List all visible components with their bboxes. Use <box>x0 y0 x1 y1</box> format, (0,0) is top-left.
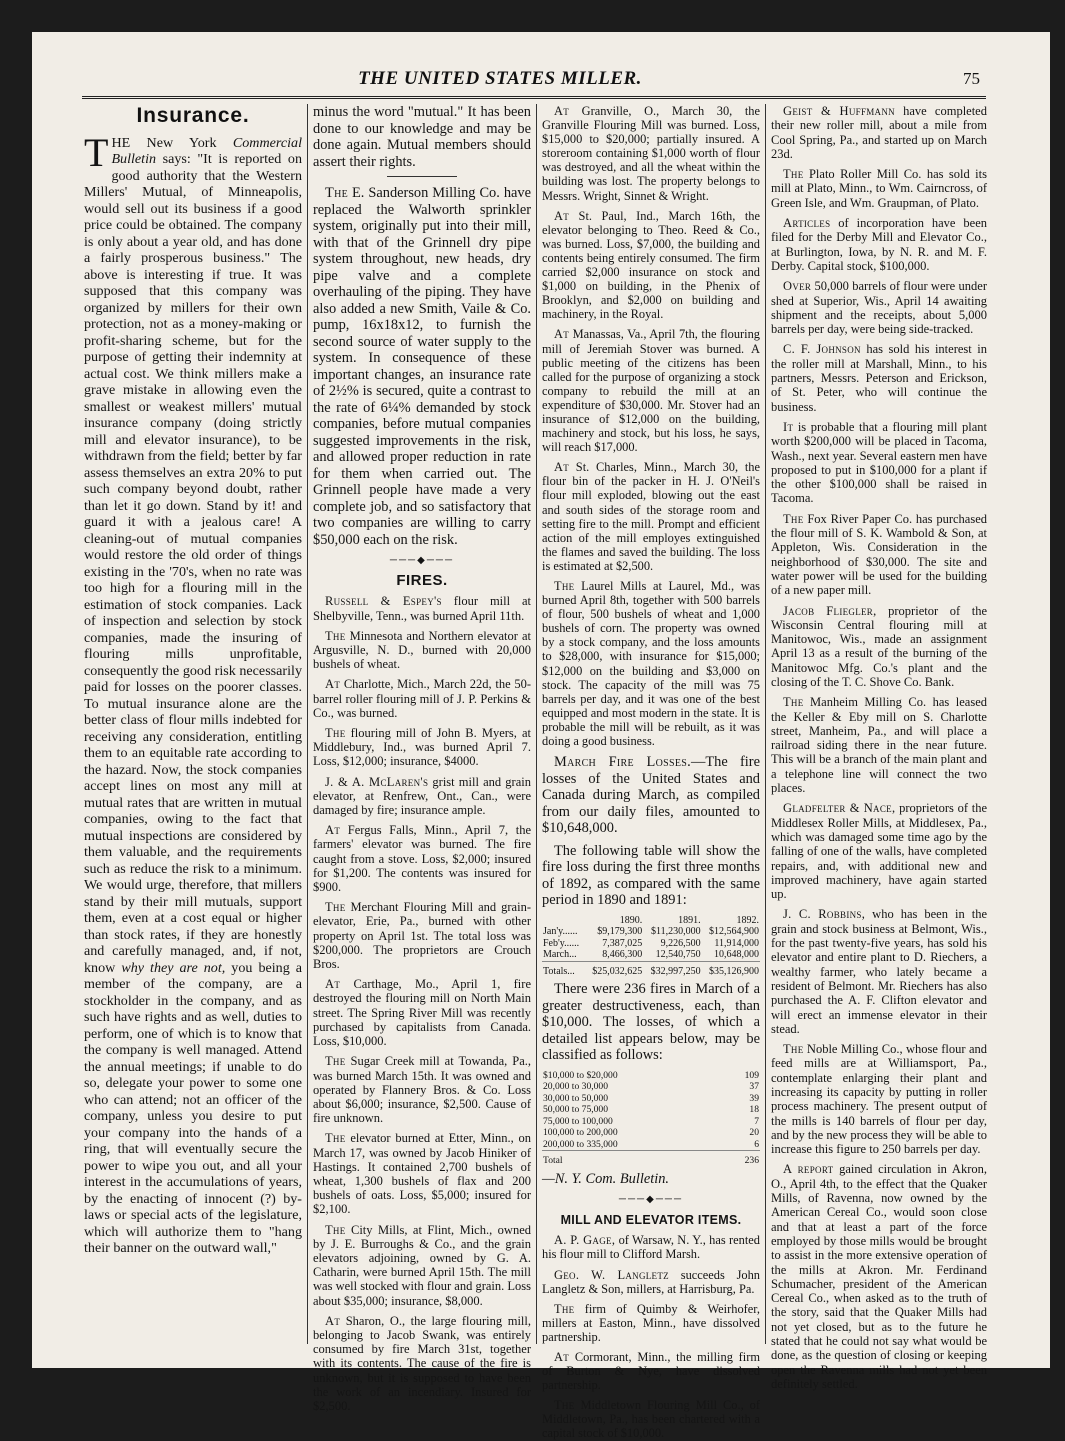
item-text: Cormorant, Minn., the milling firm of Burton & Nye, have dissolved partnership. <box>542 1349 760 1393</box>
news-item <box>771 1042 987 1156</box>
column-fires <box>313 104 532 1413</box>
ornament-rule: ───◆─── <box>389 555 455 566</box>
item-text: St. Paul, Ind., March 16th, the elevator belonging to Theo. Reed & Co., was burned. Loss, $7,000, the building and contents being entirely consumed. The firm carried $2,000 insurance on stock and $1,000 on building, in the Phenix of Brooklyn, and $2,000 on building and machinery, in the Royal. <box>542 208 760 322</box>
column-divider-1 <box>307 104 308 1344</box>
news-item <box>542 327 760 454</box>
news-item <box>542 1233 760 1261</box>
news-item <box>313 677 531 720</box>
item-lead: Geist & Huffmann <box>783 104 895 118</box>
news-item <box>313 1054 531 1125</box>
item-lead: Gladfelter & Nace, <box>783 801 896 816</box>
news-item <box>313 823 531 894</box>
sanderson-paragraph: The E. Sanderson Milling Co. have replaced the Walworth sprinkler system, originally put into their mill, with that of the Grinnell dry pipe system throughout, new heads, dry pipe valve and a complete overhauling of the piping. They have also added a new Smith, Vaile & Co. pump, 16x18x12, to furnish the second source of water supply to the system. In consequence of these important changes, an insurance rate of 2½% is secured, quite a contrast to the rate of 6¼% demanded by stock companies, before mutual companies suggested improvements in the risk, and allowed proper reduction in rate for them when carried out. The Grinnell people have made a very complete job, and so satisfactory that two companies are willing to carry $50,000 each on the risk. <box>313 185 531 548</box>
fires-heading: FIRES. <box>396 572 448 590</box>
item-text: has sold his interest in the roller mill at Marshall, Minn., to his partners, Messrs. Peterson and Erickson, of St. Peter, who will continue the business. <box>771 342 987 414</box>
news-item <box>771 801 987 901</box>
item-lead: C. F. Johnson <box>783 342 861 357</box>
table-row: 30,000 to 50,000 39 <box>543 1092 759 1104</box>
news-item <box>771 279 987 336</box>
fire-classification-table <box>542 1070 760 1167</box>
item-lead: A. P. Gage, <box>554 1233 616 1248</box>
news-item <box>771 104 987 161</box>
news-item <box>542 1302 760 1344</box>
item-lead: The <box>325 900 346 915</box>
drop-cap: T <box>84 129 109 175</box>
news-item <box>771 216 987 273</box>
fire-loss-table <box>542 915 760 978</box>
item-text: proprietors of the Middlesex Roller Mills, at Middlesex, Pa., which was damaged some time ago by the falling of one of the walls, have completed repairs, and, with additional new and improved machinery, have again started up. <box>771 801 987 902</box>
short-rule <box>387 176 457 177</box>
item-text: Carthage, Mo., April 1, fire destroyed the flouring mill on North Main street. The Spring River Mill was recently purchased by capitalists from Canada. Loss, $10,000. <box>313 977 531 1049</box>
news-item <box>313 977 531 1048</box>
item-text: Middletown Flouring Mill Co., of Middletown, Pa., has been chartered with a capital stock of $10,000. <box>542 1398 760 1441</box>
item-lead: At <box>325 823 341 838</box>
march-losses-paragraph: March Fire Losses.—The fire losses of the United States and Canada during March, as compiled from our daily files, amounted to $10,648,000. <box>542 754 760 837</box>
item-lead: The <box>325 726 346 741</box>
table-row: $10,000 to $20,000 109 <box>543 1069 759 1081</box>
news-item <box>313 775 531 818</box>
publication-title: THE UNITED STATES MILLER. <box>358 68 642 89</box>
item-text: Fergus Falls, Minn., April 7, the farmers' elevator was burned. The fire caught from a stove. Loss, $2,000; insured for $1,200. The contents was insured for $900. <box>313 823 531 895</box>
item-lead: The <box>325 1131 346 1146</box>
item-text: Plato Roller Mill Co. has sold its mill at Plato, Minn., to Wm. Cairncross, of Green Isle, and Wm. Graupman, of Plato. <box>771 167 987 210</box>
column-fires-continued <box>542 104 761 1441</box>
item-text: is probable that a flouring mill plant worth $200,000 will be placed in Tacoma, Wash., next year. Several eastern men have proposed to put in $100,000 for a plant if the other $100,000 shall be raised in Tacoma. <box>771 419 987 506</box>
mill-items-list <box>542 1233 760 1440</box>
item-lead: J. & A. McLaren's <box>325 774 429 789</box>
news-item <box>542 209 760 322</box>
fires-list <box>313 594 531 1413</box>
column-divider-3 <box>765 104 766 1344</box>
item-lead: At <box>325 677 341 692</box>
table-row: Jan'y...... $9,179,300 $11,230,000 $12,564,900 <box>543 926 759 938</box>
fires-list-continued <box>542 104 760 748</box>
masthead <box>80 68 980 96</box>
table-header: 1890. <box>619 914 643 926</box>
news-item <box>542 460 760 573</box>
item-text: Minnesota and Northern elevator at Argusville, N. D., burned with 20,000 bushels of wheat. <box>313 628 531 672</box>
item-lead: J. C. Robbins, <box>783 907 866 922</box>
newspaper-page <box>32 32 1050 1441</box>
item-text: Sharon, O., the large flouring mill, belonging to Jacob Swank, was entirely consumed by fire March 31st, together with its contents. The cause of the fire is unknown, but it is supposed to have been the work of an incendiary. Insured for $2,500. <box>313 1313 531 1413</box>
table-row: 20,000 to 30,000 37 <box>543 1081 759 1093</box>
table-row: March... 8,466,300 12,540,750 10,648,000 <box>543 949 759 961</box>
item-text: succeeds John Langletz & Son, millers, at Harrisburg, Pa. <box>542 1267 761 1296</box>
source-name: Commercial Bulletin <box>111 134 302 167</box>
item-text: 50,000 barrels of flour were under shed at Superior, Wis., April 14 awaiting shipment and the receipts, about 5,000 barrels per day, were being side-tracked. <box>771 279 987 337</box>
item-lead: Russell & Espey's <box>325 594 442 609</box>
news-item <box>542 104 760 203</box>
table-header: 1891. <box>678 914 701 926</box>
item-lead: The <box>783 695 804 710</box>
item-lead: At <box>325 1313 341 1328</box>
item-text: proprietor of the Wisconsin Central flouring mill at Manitowoc, Wis., made an assignment April 13 as a result of the burning of the Manitowoc Mfg. Co.'s plant and the closing of the T. C. Shove Co. Bank. <box>771 603 988 689</box>
classification-rows <box>542 1070 760 1151</box>
comparison-intro: The following table will show the fire loss during the first three months of 1892, as compared with the same period in 1890 and 1891: <box>542 842 760 909</box>
table-header: 1892. <box>736 914 759 926</box>
item-lead: The <box>554 1301 575 1316</box>
table-row: Feb'y...... 7,387,025 9,226,500 11,914,000 <box>543 937 759 949</box>
table-header <box>542 915 585 927</box>
item-lead: At <box>554 460 570 475</box>
news-item <box>771 1162 987 1391</box>
item-text: flouring mill of John B. Myers, at Middlebury, Ind., was burned April 7. Loss, $12,000; insurance, $4000. <box>313 726 531 769</box>
news-item <box>313 900 531 971</box>
item-text: elevator burned at Etter, Minn., on March 17, was owned by Jacob Hiniker of Hastings. It contained 2,700 bushels of wheat, 1,300 bushels of flax and 200 bushels of oats. Loss, $5,000; insured for $2,100. <box>313 1131 531 1217</box>
news-item <box>771 420 987 506</box>
news-item <box>771 342 987 413</box>
news-item <box>771 907 987 1036</box>
item-lead: The <box>325 628 346 643</box>
item-lead: At <box>325 977 341 992</box>
item-text: Laurel Mills at Laurel, Md., was burned April 8th, together with 500 barrels of flour, 500 bushels of wheat and 1,000 bushels of corn. The property was owned by a stock company, and the loss amounts to $28,000, with insurance for $15,000; $12,000 on the building and $3,000 on stock. The capacity of the mill was 75 barrels per day, and it was one of the best equipped and most modern in the state. It is probable the mill will be rebuilt, as it was doing a good business. <box>542 579 760 749</box>
loss-rows <box>542 926 760 961</box>
item-lead: A report <box>783 1162 834 1177</box>
item-lead: The <box>783 167 804 182</box>
item-lead: The <box>554 579 575 593</box>
item-text: have completed their new roller mill, about a mile from Cool Spring, Pa., and started up on March 23d. <box>771 104 987 161</box>
table-row: 100,000 to 200,000 20 <box>543 1127 759 1139</box>
column-divider-2 <box>536 104 537 1344</box>
news-item <box>542 1350 760 1392</box>
table-row: 75,000 to 100,000 7 <box>543 1115 759 1127</box>
page-number: 75 <box>963 69 980 88</box>
news-item <box>313 1223 531 1308</box>
table-total-row: Totals... $25,032,625 $32,997,250 $35,126,900 <box>542 961 760 977</box>
news-item <box>771 695 987 795</box>
emphasis-text: why they are not, <box>121 959 226 976</box>
insurance-article: THE New York Commercial Bulletin says: "It is reported on good authority that the Western Millers' Mutual, of Minneapolis, would sell out its business if a good price could be obtained. The company is only about a year old, and has done a fairly prosperous business." The above is interesting if true. It was supposed that this company was organized by millers for their own protection, not as a money-making or profit-sharing scheme, but for the purpose of getting their indemnity at actual cost. We think millers make a grave mistake in allowing even the smallest or weakest millers' mutual insurance company (doing strictly mill and elevator insurance), to be withdrawn from the field; better by far assess themselves an extra 20% to put such company beyond doubt, rather than let it go down. Stand by it! and guard it with a jealous care! A cleaning-out of mutual companies would restore the old order of things existing in the '70's, when no rate was too high for a flouring mill in the estimation of stock companies. Lack of inspection and selection by stock companies, made the insuring of flouring mills unprofitable, consequently the good risk necessarily paid for losses on the poorer classes. To mutual insurance alone are the better class of flour mills indebted for receiving any consideration, entitling them to an equitable rate according to the hazard. Now, the stock companies accept lines on most any mill at mutual rates that are written in mutual companies, owing to the fact that mutual inspections are considered by them valuable, and the requirements such as reduce the risk to a minimum. We would urge, therefore, that millers stand by their mill mutuals, support them, even at a cost equal or higher than stock rates, if they are honestly and carefully managed, and, if not, know why they are not, you being a member of the company, are a stockholder in the company, and as such have rights and as well, duties to perform, one of which is to know that the company is well managed. Attend the annual meetings; if unable to do so, delegate your power to some one who can attend; not an officer of the company, unless you desire to put your company into the hands of a ring, that will eventually secure the power to wipe you out, and all your interest in the accumulations of years, by the enacting of innocent (?) by-laws or special acts of the legislature, which will authorize them to "hang their banner on the outward wall," <box>84 129 303 1256</box>
source-credit: —N. Y. Com. Bulletin. <box>542 1170 670 1187</box>
news-item <box>771 167 987 210</box>
news-item <box>542 1398 760 1440</box>
news-item <box>313 726 531 769</box>
item-text: Sugar Creek mill at Towanda, Pa., was burned March 15th. It was owned and operated by Flannery Bros. & Co. Loss about $6,000; insurance, $2,500. Cause of fire unknown. <box>313 1054 531 1126</box>
item-text: who has been in the grain and stock business at Belmont, Wis., for the past twenty-five years, has sold his elevator and entire plant to D. Riechers, a wealthy farmer, who lately became a resident of Belmont. Mr. Riechers has also purchased the A. F. Clifton elevator and will erect an immense elevator in their stead. <box>771 907 988 1036</box>
item-lead: The <box>325 1222 346 1237</box>
news-item <box>542 1268 760 1296</box>
news-item <box>771 604 987 690</box>
item-lead: At <box>554 104 570 118</box>
item-lead: At <box>554 208 570 223</box>
item-text: City Mills, at Flint, Mich., owned by J. E. Burroughs & Co., and the grain elevators adjoining, owned by G. A. Catharin, were burned April 15th. The mill was well stocked with flour and grain. Loss about $35,000; insurance, $8,000. <box>313 1222 532 1308</box>
news-item <box>313 594 531 622</box>
item-lead: It <box>783 419 794 434</box>
item-text: grist mill and grain elevator, at Renfrew, Ont., Can., were damaged by fire; insurance ample. <box>313 774 531 818</box>
item-lead: The <box>325 1054 346 1069</box>
mill-items-heading: MILL AND ELEVATOR ITEMS. <box>560 1213 742 1228</box>
mill-items-list-continued <box>771 104 987 1391</box>
item-lead: Geo. W. Langletz <box>554 1267 669 1282</box>
item-lead: At <box>554 1349 570 1364</box>
item-lead: Over <box>783 279 812 294</box>
news-item <box>313 1131 531 1216</box>
table-header-row <box>542 915 760 927</box>
column-mill-items <box>771 104 988 1391</box>
item-text: firm of Quimby & Weirhofer, millers at Easton, Minn., have dissolved partnership. <box>542 1301 760 1344</box>
item-text: Noble Milling Co., whose flour and feed mills are at Williamsport, Pa., contemplate enlarging their plant and increasing its capacity by putting in roller process machinery. The present output of the mills is 140 barrels of flour per day, and by the new process they will be able to increase this figure to 250 barrels per day. <box>771 1042 987 1157</box>
news-item <box>771 512 987 598</box>
item-lead: At <box>554 327 570 342</box>
item-text: Charlotte, Mich., March 22d, the 50-barrel roller flouring mill of J. P. Perkins & Co., was burned. <box>313 677 531 720</box>
destructive-fires-paragraph: There were 236 fires in March of a greater destructiveness, each, than $10,000. The losses, of which a detailed list appears below, may be classified as follows: <box>542 981 760 1064</box>
column-insurance <box>84 104 302 1349</box>
masthead-rule <box>82 96 986 100</box>
news-item <box>542 579 760 748</box>
table-total-row: Total 236 <box>542 1151 760 1167</box>
insurance-heading: Insurance. <box>136 104 250 127</box>
item-lead: The <box>783 511 804 526</box>
item-text: St. Charles, Minn., March 30, the flour bin of the packer in H. J. O'Neil's flour mill exploded, blowing out the east and south sides of the storage room and setting fire to the mill. Prompt and efficient action of the mill employes extinguished the flames and saved the building. The loss is estimated at $2,500. <box>542 460 760 573</box>
item-text: Fox River Paper Co. has purchased the flour mill of S. K. Wambold & Son, at Appleton, Wis. Consideration in the neighborhood of $30,000. The site and water power will be used for the building of a new paper mill. <box>771 511 987 598</box>
item-text: gained circulation in Akron, O., April 4th, to the effect that the Quaker Mills, of Ravenna, now owned by the American Cereal Co., would soon close and that at least a part of the force employed by those mills would be brought to assist in the more extensive operation of the mills at Akron. Mr. Ferdinand Schumacher, president of the American Cereal Co., when asked as to the truth of the story, said that the Quaker Mills had not yet closed, but as to the future he stated that he could not say what would be done, as the question of closing or keeping open the Ravenna mills had not yet been definitely settled. <box>771 1162 987 1391</box>
news-item <box>313 629 531 672</box>
item-text: of incorporation have been filed for the Derby Mill and Elevator Co., at Burlington, Iowa, by N. R. and M. F. Derby. Capital stock, $100,000. <box>771 216 987 273</box>
item-lead: The <box>554 1398 575 1413</box>
insurance-continuation: minus the word "mutual." It has been done to our knowledge and may be done again. Mutual members should assert their rights. <box>313 104 531 170</box>
item-lead: Articles <box>783 216 831 231</box>
item-text: Manheim Milling Co. has leased the Keller & Eby mill on S. Charlotte street, Manheim, Pa., and will place a railroad siding there in the near future. This will be a branch of the main plant and a telephone line will connect the two places. <box>771 695 987 796</box>
table-row: 50,000 to 75,000 18 <box>543 1104 759 1116</box>
ornament-rule: ───◆─── <box>618 1194 684 1206</box>
news-item <box>313 1314 531 1413</box>
item-text: Granville, O., March 30, the Granville Flouring Mill was burned. Loss, $15,000 to $20,000; partially insured. A storeroom containing $1,000 worth of flour was destroyed, and all the wheat within the building was lost. The property belongs to Messrs. Wright, Sinnet & Wright. <box>542 104 760 203</box>
item-text: of Warsaw, N. Y., has rented his flour mill to Clifford Marsh. <box>542 1233 760 1262</box>
item-text: Manassas, Va., April 7th, the flouring mill of Jeremiah Stover was burned. A public meeting of the citizens has been called for the purpose of organizing a stock company to rebuild the mill at an expenditure of $30,000. Mr. Stover had an insurance of $12,000 on the building, machinery and stock, but his loss, he says, will reach $17,000. <box>542 327 760 455</box>
table-row: 200,000 to 335,000 6 <box>543 1138 759 1150</box>
item-lead: The <box>783 1042 804 1057</box>
item-text: flour mill at Shelbyville, Tenn., was burned April 11th. <box>313 594 531 623</box>
item-lead: Jacob Fliegler, <box>783 603 877 618</box>
item-text: Merchant Flouring Mill and grain-elevator, Erie, Pa., burned with other property on April 1st. The total loss was $200,000. The proprietors are Crouch Bros. <box>313 900 531 972</box>
